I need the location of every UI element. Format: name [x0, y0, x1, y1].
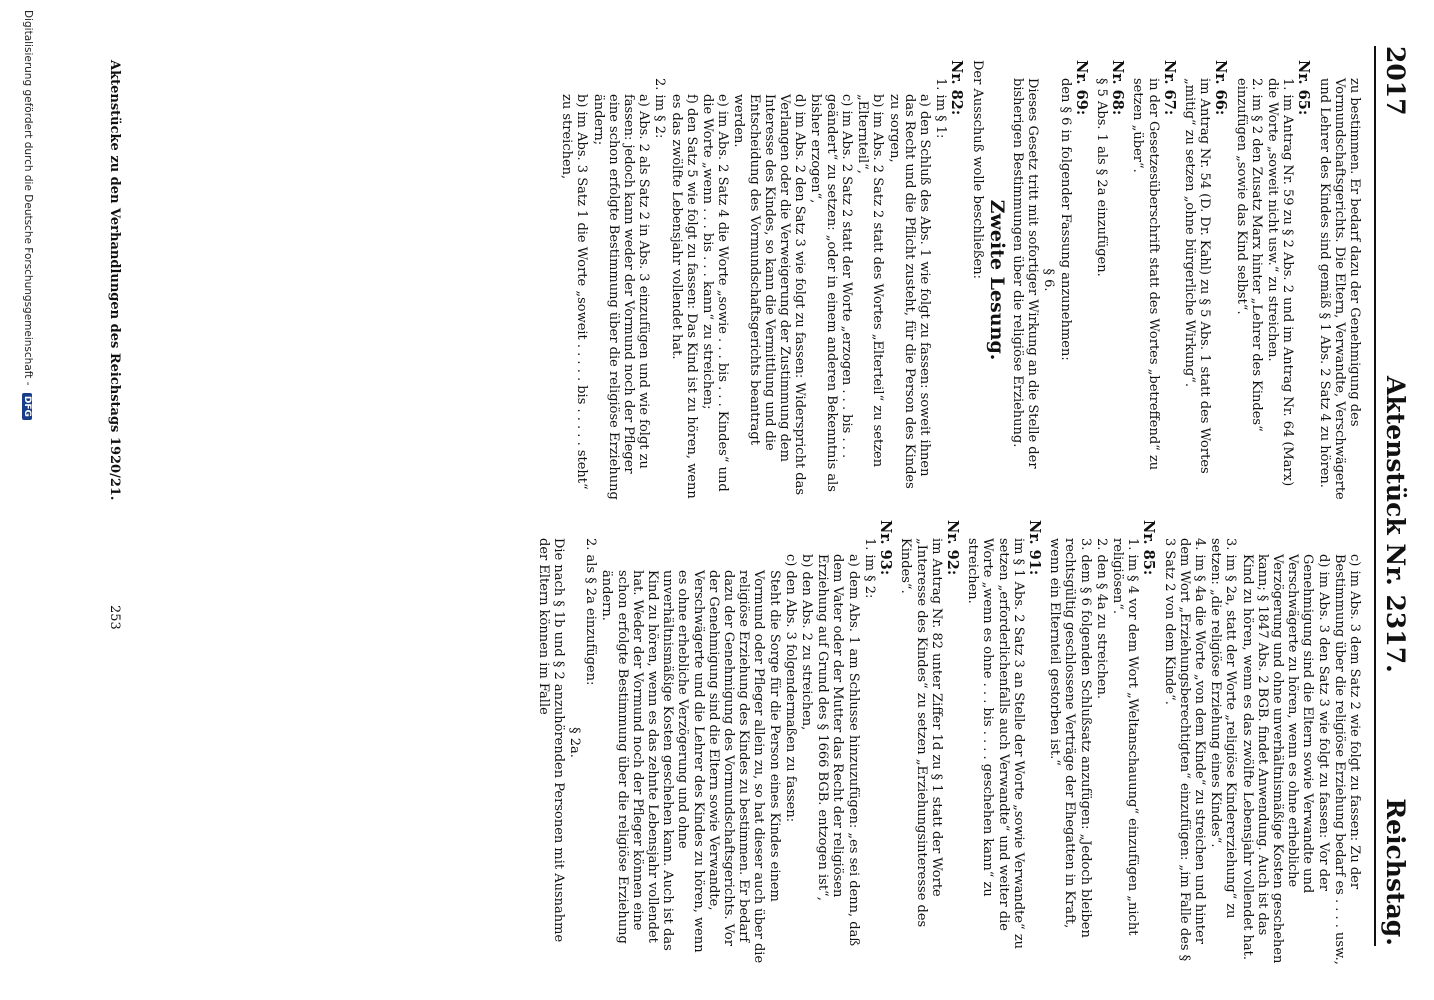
footer-note: Aktenstücke zu den Verhandlungen des Reichstags 1920/21. [107, 60, 122, 501]
paragraph: 2. im § 2: [652, 78, 668, 139]
paragraph: zu bestimmen. Er bedarf dazu der Genehmigung des Vormundschaftsgerichts. Die Eltern, Verwandte, Verschwägerte und Lehrer des Kindes sind gemäß § 1 Abs. 2 Satz 4 zu hören. [1316, 78, 1362, 500]
paragraph: c) im Abs. 2 Satz 2 statt der Worte „erzogen . . . bis . . . geändert“ zu setzen: „oder in einem anderen Bekenntnis als bisher erzogen“, [808, 94, 854, 492]
footer-page-number: 253 [107, 605, 122, 630]
header-page-number: 2017 [1381, 46, 1410, 116]
paragraph: d) im Abs. 3 den Satz 3 wie folgt zu fassen: Vor der Genehmigung sind die Eltern sowie Verwandte und Verschwägerte zu hören, wenn es ohne erhebliche Verzögerung und ohne unverhältnismäßige Kosten geschehen kann; § 1847 Abs. 2 BGB. findet Anwendung. Auch ist das Kind zu hören, wenn es das zwölfte Lebensjahr vollendet hat. [1239, 554, 1331, 964]
paragraph: Dieses Gesetz tritt mit sofortiger Wirkung an die Stelle der bisherigen Bestimmungen über die religiöse Erziehung. [1009, 78, 1041, 469]
paragraph: § 6. [1041, 268, 1057, 292]
paragraph: 1. im § 1: [933, 78, 949, 139]
paragraph: a) dem Abs. 1 am Schlusse hinzuzufügen: „es sei denn, daß dem Vater oder der Mutter das Recht der religiösen Erziehung auf Grund des § 1666 BGB. entzogen ist“, [815, 554, 861, 947]
paragraph: 4. im § 4a die Worte „von dem Kinde“ zu streichen und hinter dem Wort „Erziehungsberechtigten“ einzufügen: „im Falle des § 3 Satz 2 von dem Kinde“. [1161, 538, 1207, 962]
paragraph: den § 6 in folgender Fassung anzunehmen: [1057, 78, 1073, 361]
paragraph: im § 1 Abs. 2 Satz 3 an Stelle der Worte „sowie Verwandte“ zu setzen „erforderlichenfalls auch Verwandte“ und weiter die Worte „wenn es ohne . . . bis . . . . geschehen kann“ zu streichen. [965, 538, 1026, 950]
page-header [1374, 46, 1414, 946]
header-document-number: Aktenstück Nr. 2317. [1381, 376, 1410, 673]
paragraph: 2. als § 2a einzufügen: [583, 538, 599, 686]
header-rule [1374, 46, 1376, 946]
section-heading: Zweite Lesung. [985, 199, 1008, 361]
paragraph: § 2a. [567, 727, 583, 758]
section-number: Nr. 85: [1140, 520, 1158, 576]
paragraph: d) im Abs. 2 den Satz 3 wie folgt zu fassen: Widerspricht das Verlangen oder die Verweigerung der Zustimmung dem Interesse des Kindes, so kann die Vermittlung und die Entscheidung des Vormundschaftsgerichts beantragt werden. [731, 94, 808, 496]
paragraph: 1. im § 2: [861, 538, 877, 599]
paragraph: 1. im Antrag Nr. 59 zu § 2 Abs. 2 und im Antrag Nr. 64 (Marx) die Worte „soweit nicht usw.“ zu streichen. [1264, 78, 1296, 487]
section-number: Nr. 67: [1160, 60, 1178, 116]
paragraph: im Antrag Nr. 54 (D. Dr. Kahl) zu § 5 Abs. 1 statt des Wortes „mitig“ zu setzen „ohne bürgerliche Wirkung“. [1181, 78, 1213, 474]
paragraph: b) den Abs. 2 zu streichen, [799, 554, 815, 731]
paragraph: f) den Satz 5 wie folgt zu fassen: Das Kind ist zu hören, wenn es das zwölfte Lebensjahr vollendet hat. [668, 94, 699, 499]
section-number: Nr. 68: [1109, 60, 1127, 116]
right-column [534, 520, 1362, 965]
paragraph: c) den Abs. 3 folgendermaßen zu fassen: [782, 554, 798, 823]
paragraph: in der Gesetzesüberschrift statt des Wortes „betreffend“ zu setzen „über“. [1130, 78, 1161, 471]
section-number: Nr. 92: [943, 520, 961, 576]
paragraph: 3. im § 2a, statt der Worte „religiöse Kindererziehung“ zu setzen: „die religiöse Erziehung eines Kindes“. [1208, 538, 1239, 919]
paragraph: 1. im § 4 vor dem Wort „Weltanschauung“ einzufügen „nicht religiösen“. [1109, 538, 1141, 936]
paragraph: a) den Schluß des Abs. 1 wie folgt zu fassen: soweit ihnen das Recht und die Pflicht zusteht, für die Person des Kindes zu sorgen, [886, 94, 932, 489]
paragraph: 2. den § 4a zu streichen. [1093, 538, 1109, 700]
paragraph: b) im Abs. 3 Satz 1 die Worte „soweit . . . . . bis . . . . . steht“ zu streichen, [559, 94, 590, 490]
paragraph: im Antrag Nr. 82 unter Ziffer 1d zu § 1 statt der Worte „Interesse des Kindes“ zu setzen „Erziehungsinteresse des Kindes“. [898, 538, 944, 928]
paragraph: Die nach § 1b und § 2 anzuhörenden Personen mit Ausnahme der Eltern können im Falle [535, 538, 566, 943]
section-number: Nr. 93: [877, 520, 895, 576]
header-title: Reichstag. [1381, 798, 1410, 946]
left-column [558, 60, 1362, 500]
paragraph: § 5 Abs. 1 als § 2a einzufügen. [1093, 78, 1109, 277]
paragraph: b) im Abs. 2 Satz 2 statt des Wortes „Elterteil“ zu setzen „Elternteil“, [855, 94, 886, 468]
section-number: Nr. 91: [1025, 520, 1043, 576]
paragraph: a) Abs. 2 als Satz 2 in Abs. 3 einzufügen und wie folgt zu fassen: jedoch kann weder der Vormund noch der Pfleger eine schon erfolgte Bestimmung über die religiöse Erziehung ändern; [590, 94, 652, 500]
paragraph: e) im Abs. 2 Satz 4 die Worte „sowie . . . bis . . . Kindes“ und die Worte „wenn . . . bis . . . kann“ zu streichen; [700, 94, 731, 492]
paragraph: Steht die Sorge für die Person eines Kindes einem Vormund oder Pfleger allein zu, so hat dieser auch über die religiöse Erziehung des Kindes zu bestimmen. Er bedarf dazu der Genehmigung des Vormundschaftsgerichts. Vor der Genehmigung sind die Eltern sowie Verwandte, Verschwägerte und die Lehrer des Kindes zu hören, wenn es ohne erhebliche Verzögerung und ohne unverhältnismäßige Kosten geschehen kann. Auch ist das Kind zu hören, wenn es das zehnte Lebensjahr vollendet hat. Weder der Vormund noch der Pfleger können eine schon erfolgte Bestimmung über die religiöse Erziehung ändern. [599, 570, 782, 964]
dfg-logo: DFG [22, 393, 32, 420]
paragraph: Der Ausschuß wolle beschließen: [969, 60, 985, 279]
section-number: Nr. 82: [948, 60, 966, 116]
paragraph: 3. dem § 6 folgenden Schlußsatz anzufügen: „Jedoch bleiben rechtsgültig geschlossene Verträge der Ehegatten in Kraft, wenn ein Elternteil gestorben ist.“ [1047, 538, 1093, 938]
digitization-text: Digitalisierung gefördert durch die Deutsche Forschungsgemeinschaft - [22, 10, 34, 386]
paragraph: 2. im § 2 den Zusatz Marx hinter „Lehrer des Kindes“ einzufügen „sowie das Kind selbst“. [1233, 78, 1264, 432]
section-number: Nr. 66: [1212, 60, 1230, 116]
paragraph: c) im Abs. 3 dem Satz 2 wie folgt zu fassen: Zu der Bestimmung über die religiöse Erziehung bedarf es . . . . usw., [1331, 554, 1362, 965]
section-number: Nr. 69: [1072, 60, 1090, 116]
section-number: Nr. 65: [1295, 60, 1313, 116]
digitization-note [22, 10, 34, 420]
